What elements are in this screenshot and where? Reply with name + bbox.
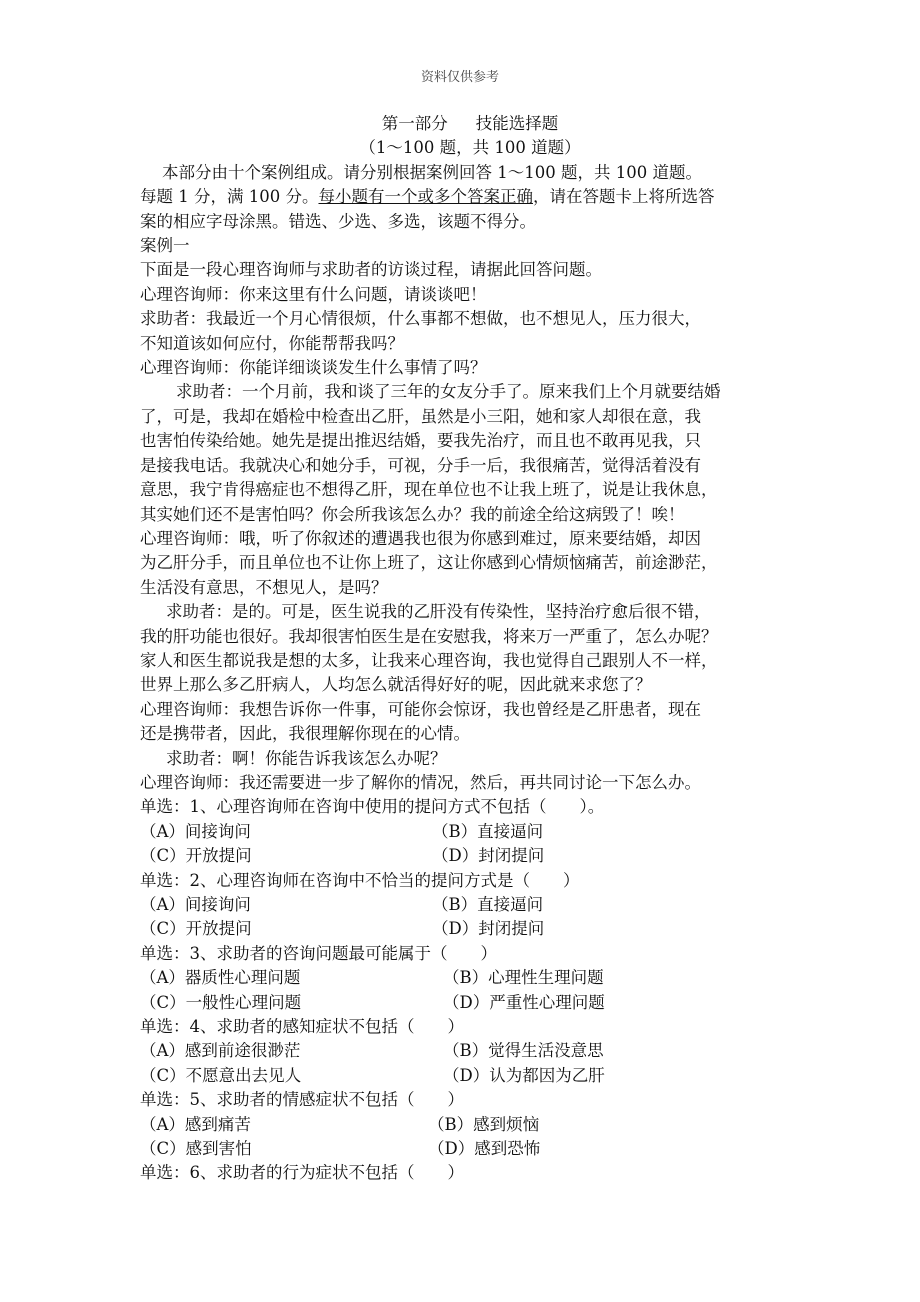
option-a[interactable]: （A）感到痛苦 <box>140 1114 251 1134</box>
intro-line-1: 本部分由十个案例组成。请分别根据案例回答 1～100 题，共 100 道题。 <box>162 162 702 182</box>
dialogue-line: 也害怕传染给她。她先是提出推迟结婚，要我先治疗，而且也不敢再见我，只 <box>140 431 701 451</box>
case-description: 下面是一段心理咨询师与求助者的访谈过程，请据此回答问题。 <box>140 260 602 280</box>
option-b[interactable]: （B）直接逼问 <box>432 895 544 914</box>
option-a[interactable]: （A）间接询问 <box>140 895 251 914</box>
dialogue-line: 求助者：一个月前，我和谈了三年的女友分手了。原来我们上个月就要结婚 <box>176 382 721 402</box>
option-d[interactable]: （D）认为都因为乙肝 <box>443 1065 605 1085</box>
title-name: 技能选择题 <box>475 114 559 133</box>
dialogue-line: 心理咨询师：我还需要进一步了解你的情况，然后，再共同讨论一下怎么办。 <box>140 772 701 792</box>
dialogue-line: 心理咨询师：我想告诉你一件事，可能你会惊讶，我也曾经是乙肝患者，现在 <box>140 699 701 719</box>
dialogue-line: 生活没有意思，不想见人，是吗？ <box>140 577 388 597</box>
dialogue-line: 为乙肝分手，而且单位也不让你上班了，这让你感到心情烦恼痛苦，前途渺茫， <box>140 553 718 573</box>
dialogue-line: 求助者：是的。可是，医生说我的乙肝没有传染性，坚持治疗愈后很不错， <box>166 602 711 622</box>
question-stem: 单选：1、心理咨询师在咨询中使用的提问方式不包括（ ）。 <box>140 797 605 817</box>
question-stem: 单选：3、求助者的咨询问题最可能属于（ ） <box>140 943 497 963</box>
section-title <box>140 112 800 136</box>
option-d[interactable]: （D）严重性心理问题 <box>443 992 605 1012</box>
dialogue-line: 求助者：啊！你能告诉我该怎么办呢？ <box>166 748 447 768</box>
dialogue-line: 心理咨询师：你来这里有什么问题，请谈谈吧！ <box>140 284 487 304</box>
dialogue-line: 是接我电话。我就决心和她分手，可视，分手一后，我很痛苦，觉得活着没有 <box>140 455 701 475</box>
intro-line-2c: ，请在答题卡上将所选答 <box>532 187 715 207</box>
option-c[interactable]: （C）不愿意出去见人 <box>140 1065 302 1085</box>
document-page <box>140 112 800 1186</box>
option-c[interactable]: （C）开放提问 <box>140 846 252 866</box>
option-a[interactable]: （A）间接询问 <box>140 821 251 841</box>
option-d[interactable]: （D）封闭提问 <box>432 846 545 866</box>
dialogue-line: 还是携带者，因此，我很理解你现在的心情。 <box>140 724 470 744</box>
option-b[interactable]: （B）直接逼问 <box>432 821 544 841</box>
options-row <box>140 917 800 941</box>
dialogue-line: 了，可是，我却在婚检中检查出乙肝，虽然是小三阳，她和家人却很在意，我 <box>140 406 701 426</box>
intro-line-2 <box>140 185 800 209</box>
question-stem: 单选：2、心理咨询师在咨询中不恰当的提问方式是（ ） <box>140 870 580 890</box>
options-row <box>140 1064 800 1088</box>
options-row <box>140 893 800 917</box>
option-a[interactable]: （A）器质性心理问题 <box>140 968 301 988</box>
option-c[interactable]: （C）感到害怕 <box>140 1139 252 1159</box>
dialogue-line: 求助者：我最近一个月心情很烦，什么事都不想做，也不想见人，压力很大， <box>140 309 701 329</box>
question-stem: 单选：4、求助者的感知症状不包括（ ） <box>140 1017 464 1037</box>
intro-line-3: 案的相应字母涂黑。错选、少选、多选，该题不得分。 <box>140 211 536 231</box>
option-d[interactable]: （D）封闭提问 <box>432 919 545 939</box>
options-row <box>140 1137 800 1161</box>
title-range: （1～100 题，共 100 道题） <box>359 138 581 158</box>
dialogue-line: 其实她们还不是害怕吗？你会所我该怎么办？我的前途全给这病毁了！唉！ <box>140 504 685 524</box>
option-d[interactable]: （D）感到恐怖 <box>428 1139 541 1159</box>
case-title: 案例一 <box>140 236 190 256</box>
header-note: 资料仅供参考 <box>420 70 499 85</box>
question-stem: 单选：5、求助者的情感症状不包括（ ） <box>140 1090 464 1110</box>
options-row <box>140 1039 800 1063</box>
options-row <box>140 1113 800 1137</box>
dialogue-line: 心理咨询师：你能详细谈谈发生什么事情了吗？ <box>140 358 487 378</box>
dialogue-line: 我的肝功能也很好。我却很害怕医生是在安慰我，将来万一严重了，怎么办呢？ <box>140 626 718 646</box>
dialogue-line: 世界上那么多乙肝病人，人均怎么就活得好好的呢，因此就来求您了？ <box>140 675 652 695</box>
dialogue-line: 意思，我宁肯得癌症也不想得乙肝，现在单位也不让我上班了，说是让我休息， <box>140 480 718 500</box>
option-a[interactable]: （A）感到前途很渺茫 <box>140 1041 301 1061</box>
intro-underlined: 每小题有一个或多个答案正确 <box>318 187 533 207</box>
dialogue-line: 家人和医生都说我是想的太多，让我来心理咨询，我也觉得自己跟别人不一样， <box>140 650 718 670</box>
options-row <box>140 820 800 844</box>
option-b[interactable]: （B）感到烦恼 <box>428 1114 540 1134</box>
intro-line-2a: 每题 1 分，满 100 分。 <box>140 187 319 207</box>
title-part: 第一部分 <box>381 114 448 133</box>
option-c[interactable]: （C）一般性心理问题 <box>140 992 302 1012</box>
options-row <box>140 966 800 990</box>
options-row <box>140 991 800 1015</box>
option-b[interactable]: （B）觉得生活没意思 <box>443 1041 604 1061</box>
option-b[interactable]: （B）心理性生理问题 <box>443 968 604 988</box>
dialogue-line: 心理咨询师：哦，听了你叙述的遭遇我也很为你感到难过，原来要结婚，却因 <box>140 528 701 548</box>
question-stem: 单选：6、求助者的行为症状不包括（ ） <box>140 1163 464 1183</box>
option-c[interactable]: （C）开放提问 <box>140 919 252 939</box>
dialogue-line: 不知道该如何应付，你能帮帮我吗？ <box>140 333 404 353</box>
options-row <box>140 844 800 868</box>
